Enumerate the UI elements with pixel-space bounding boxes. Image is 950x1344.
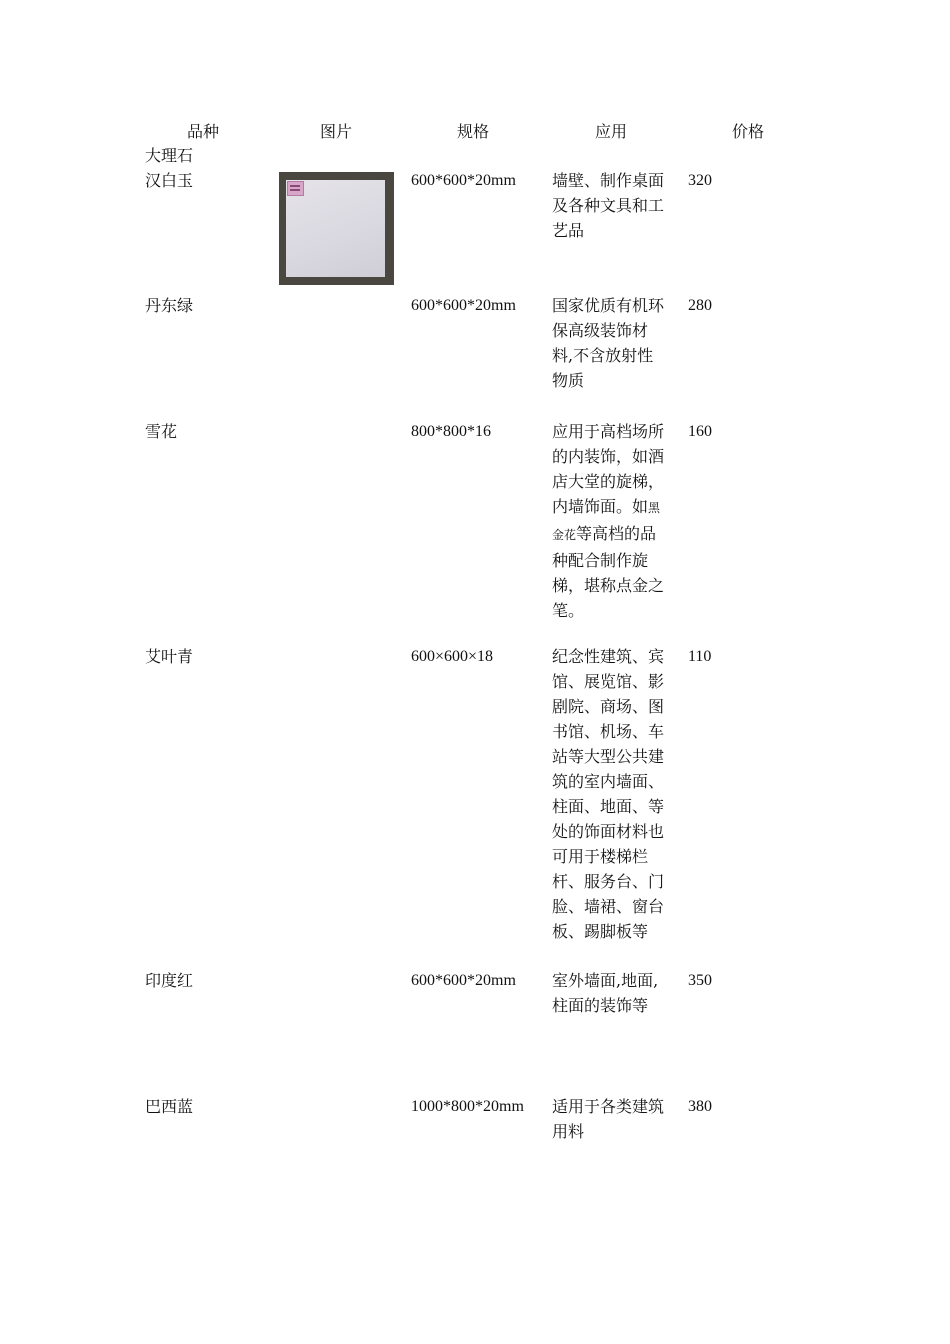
application-line: 种配合制作旋 — [552, 551, 649, 570]
row-spec: 800*800*16 — [411, 423, 491, 440]
application-line — [552, 494, 672, 521]
application-line: 国家优质有机环 — [552, 296, 665, 315]
row-application — [552, 168, 672, 243]
application-line: 艺品 — [552, 221, 585, 240]
header-variety: 品种 — [187, 122, 220, 141]
marble-sample-image — [279, 172, 394, 285]
row-application — [552, 293, 672, 393]
application-line: 店大堂的旋梯， — [552, 472, 665, 491]
row-name: 雪花 — [145, 422, 178, 441]
row-application — [552, 1094, 672, 1144]
row-spec: 1000*800*20mm — [411, 1098, 524, 1115]
application-line: 应用于高档场所 — [552, 422, 665, 441]
category-label: 大理石 — [145, 146, 194, 165]
row-price: 280 — [688, 297, 712, 314]
row-name: 汉白玉 — [145, 171, 194, 190]
application-line — [552, 521, 672, 548]
price-tag-sticker — [287, 181, 304, 196]
application-line: 剧院、商场、图 — [552, 697, 665, 716]
row-application — [552, 419, 672, 623]
header-spec: 规格 — [457, 122, 490, 141]
application-line: 室外墙面,地面, — [552, 971, 659, 990]
row-price: 110 — [688, 648, 712, 665]
application-line: 馆、展览馆、影 — [552, 672, 665, 691]
application-line: 杆、服务台、门 — [552, 872, 665, 891]
application-fragment-small: 金花 — [552, 528, 577, 542]
header-price: 价格 — [732, 122, 765, 141]
row-application — [552, 968, 672, 1018]
application-line: 柱面、地面、等 — [552, 797, 665, 816]
application-fragment: 内墙饰面。如 — [552, 497, 649, 516]
application-line: 纪念性建筑、宾 — [552, 647, 665, 666]
application-line: 梯，堪称点金之 — [552, 576, 665, 595]
application-fragment: 等高档的品 — [576, 524, 657, 543]
application-line: 墙壁、制作桌面 — [552, 171, 665, 190]
application-line: 可用于楼梯栏 — [552, 847, 649, 866]
application-line: 料,不含放射性 — [552, 346, 654, 365]
row-name: 丹东绿 — [145, 296, 194, 315]
application-line: 用料 — [552, 1122, 585, 1141]
row-name: 印度红 — [145, 971, 194, 990]
header-picture: 图片 — [320, 122, 353, 141]
application-line: 保高级装饰材 — [552, 321, 649, 340]
application-line: 物质 — [552, 371, 585, 390]
application-line: 的内装饰，如酒 — [552, 447, 665, 466]
application-line: 适用于各类建筑 — [552, 1097, 665, 1116]
application-line: 站等大型公共建 — [552, 747, 665, 766]
row-price: 320 — [688, 172, 712, 189]
application-line: 柱面的装饰等 — [552, 996, 649, 1015]
application-line: 书馆、机场、车 — [552, 722, 665, 741]
row-price: 160 — [688, 423, 712, 440]
row-spec: 600×600×18 — [411, 648, 494, 665]
row-name: 艾叶青 — [145, 647, 194, 666]
application-line: 脸、墙裙、窗台 — [552, 897, 665, 916]
row-name: 巴西蓝 — [145, 1097, 194, 1116]
row-price: 350 — [688, 972, 712, 989]
header-application: 应用 — [595, 122, 628, 141]
application-line: 笔。 — [552, 601, 585, 620]
row-spec: 600*600*20mm — [411, 972, 516, 989]
application-line: 处的饰面材料也 — [552, 822, 665, 841]
application-line: 及各种文具和工 — [552, 196, 665, 215]
row-spec: 600*600*20mm — [411, 172, 516, 189]
row-price: 380 — [688, 1098, 712, 1115]
application-fragment-small: 黑 — [648, 501, 661, 515]
row-spec: 600*600*20mm — [411, 297, 516, 314]
application-line: 筑的室内墙面、 — [552, 772, 665, 791]
application-line: 板、踢脚板等 — [552, 922, 649, 941]
row-application — [552, 644, 672, 944]
